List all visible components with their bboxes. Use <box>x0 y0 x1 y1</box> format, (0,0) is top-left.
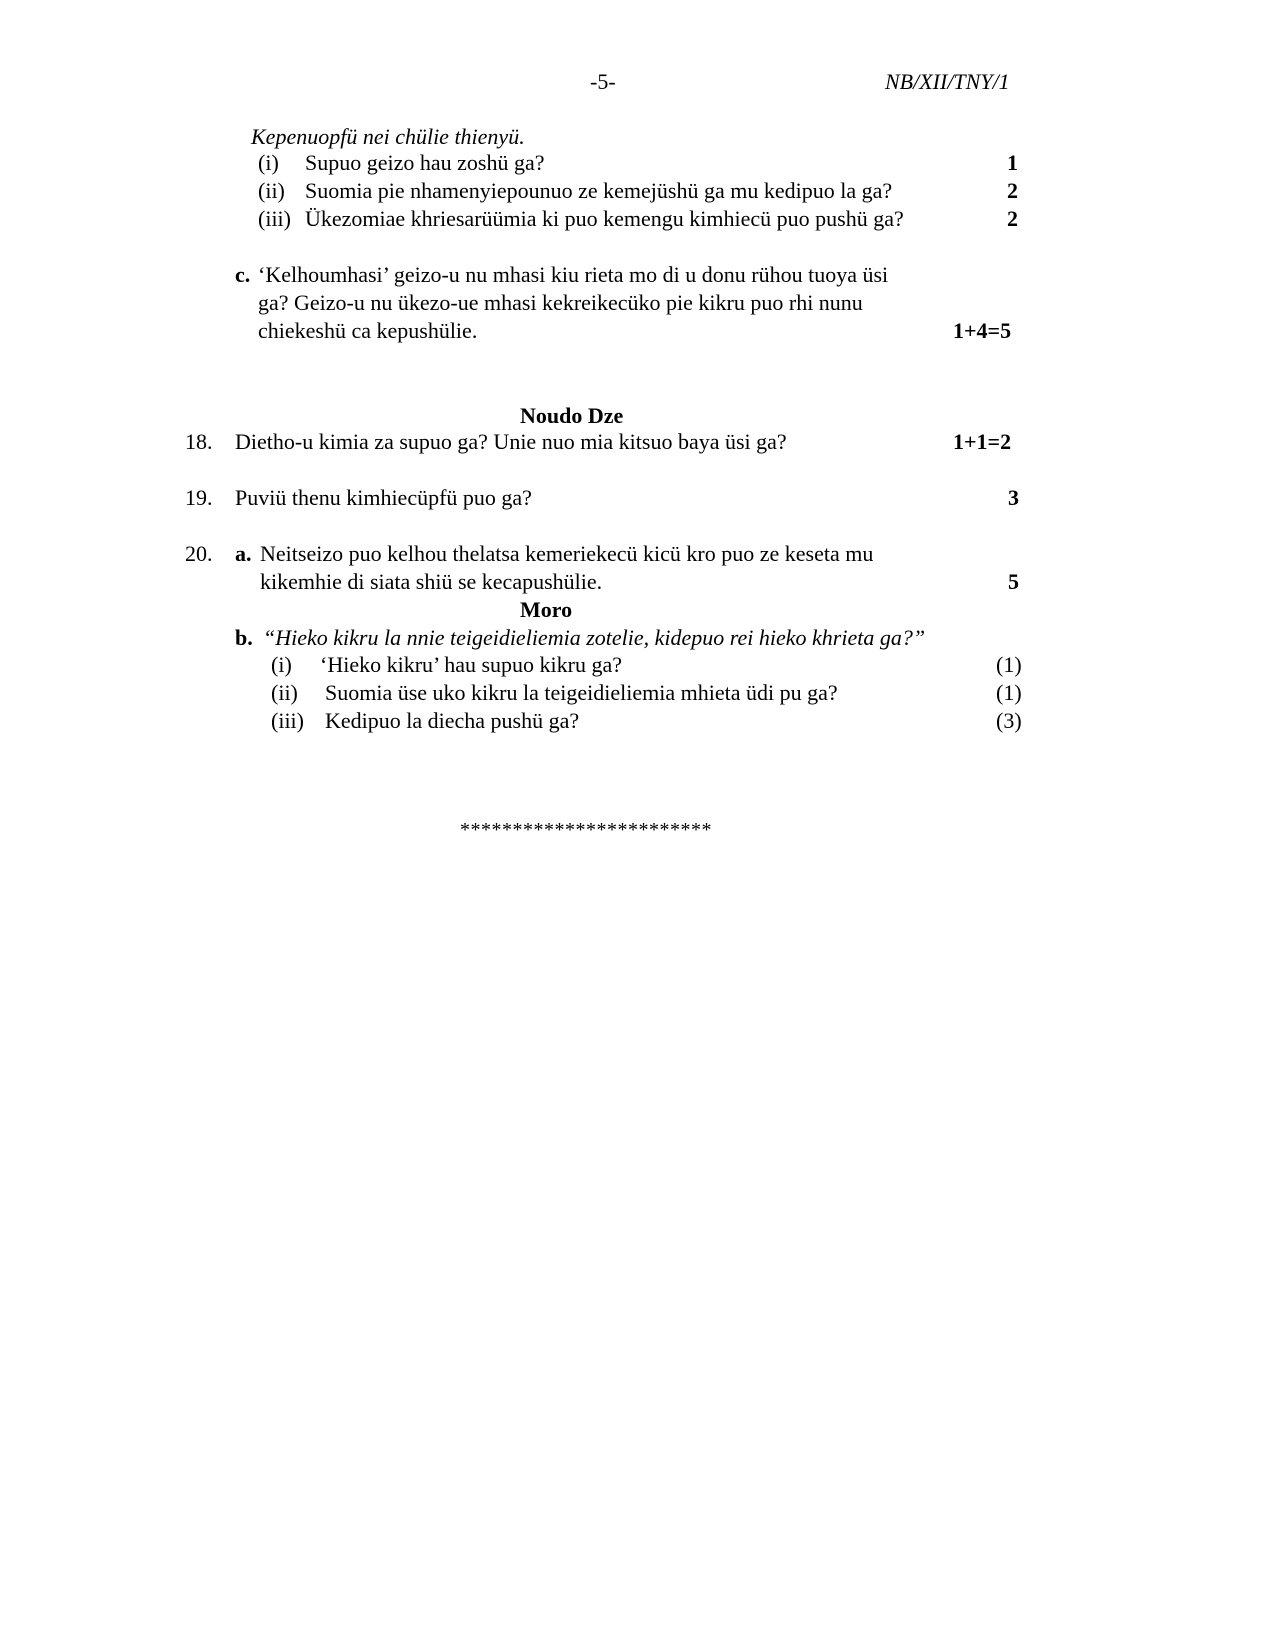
question-number: 19. <box>185 485 213 510</box>
item-marks: (3) <box>996 708 1022 733</box>
or-label: Moro <box>520 597 573 622</box>
item-marks: 2 <box>1007 178 1018 203</box>
item-text: ‘Hieko kikru’ hau supuo kikru ga? <box>320 652 623 677</box>
q20a-marks: 5 <box>1008 569 1019 594</box>
section-title: Noudo Dze <box>520 403 624 428</box>
item-text: Suomia üse uko kikru la teigeidieliemia mhieta üdi pu ga? <box>325 680 838 705</box>
item-marks: (1) <box>996 652 1022 677</box>
end-marker: ************************ <box>460 819 712 841</box>
q20a-label: a. <box>235 541 252 566</box>
item-text: Kedipuo la diecha pushü ga? <box>325 708 580 733</box>
item-number: (ii) <box>258 178 285 203</box>
question-marks: 3 <box>1008 485 1019 510</box>
question-number: 18. <box>185 429 213 454</box>
q17c-line: ga? Geizo-u nu ükezo-ue mhasi kekreikecüko pie kikru puo rhi nunu <box>258 290 863 315</box>
item-marks: 1 <box>1007 150 1018 175</box>
item-text: Suomia pie nhamenyiepounuo ze kemejüshü ga mu kedipuo la ga? <box>305 178 893 203</box>
question-marks: 1+1=2 <box>953 429 1012 454</box>
q17c-label: c. <box>235 262 251 287</box>
q17c-line: chiekeshü ca kepushülie. <box>258 318 478 343</box>
q17c-marks: 1+4=5 <box>953 318 1012 343</box>
question-text: Dietho-u kimia za supuo ga? Unie nuo mia kitsuo baya üsi ga? <box>235 429 787 454</box>
item-number: (iii) <box>271 708 304 733</box>
page-number: -5- <box>590 69 616 94</box>
q20a-line: kikemhie di siata shiü se kecapushülie. <box>260 569 603 594</box>
item-text: Supuo geizo hau zoshü ga? <box>305 150 545 175</box>
item-number: (iii) <box>258 206 291 231</box>
item-number: (i) <box>271 652 292 677</box>
item-marks: 2 <box>1007 206 1018 231</box>
question-text: Puviü thenu kimhiecüpfü puo ga? <box>235 485 532 510</box>
paper-code: NB/XII/TNY/1 <box>885 69 1010 94</box>
item-number: (i) <box>258 150 279 175</box>
q17b-instruction: Kepenuopfü nei chülie thienyü. <box>251 124 525 149</box>
item-marks: (1) <box>996 680 1022 705</box>
question-number: 20. <box>185 541 213 566</box>
item-number: (ii) <box>271 680 298 705</box>
q20b-label: b. <box>235 625 253 650</box>
item-text: Ükezomiae khriesarüümia ki puo kemengu kimhiecü puo pushü ga? <box>305 206 904 231</box>
q20a-line: Neitseizo puo kelhou thelatsa kemeriekecü kicü kro puo ze keseta mu <box>260 541 874 566</box>
q20b-quote: “Hieko kikru la nnie teigeidieliemia zotelie, kidepuo rei hieko khrieta ga?” <box>263 625 926 650</box>
q17c-line: ‘Kelhoumhasi’ geizo-u nu mhasi kiu rieta mo di u donu rühou tuoya üsi <box>258 262 889 287</box>
